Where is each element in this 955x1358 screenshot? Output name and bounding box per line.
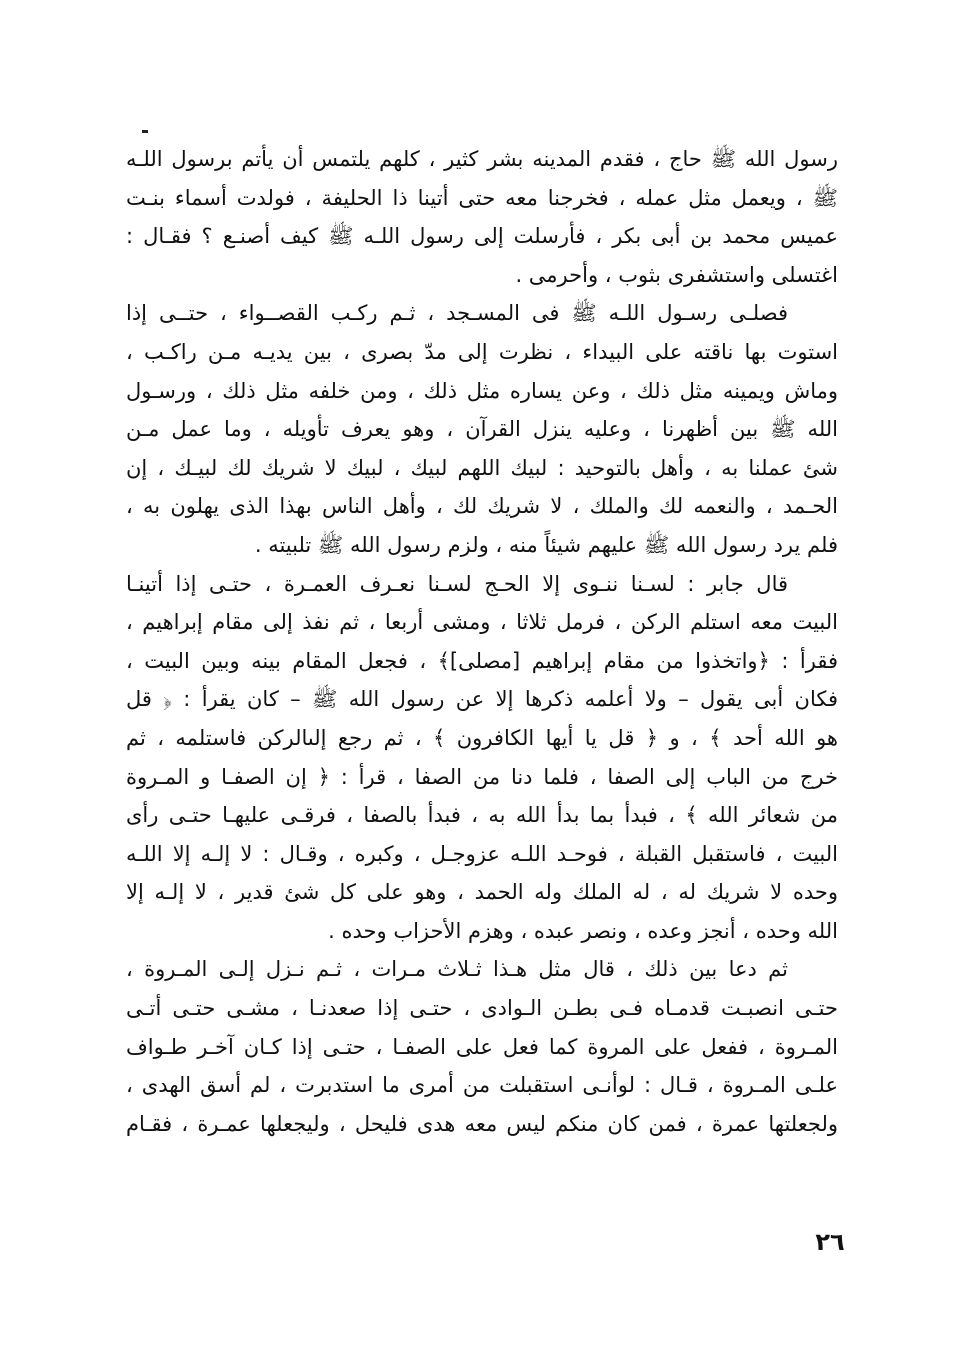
text-line: فلم يرد رسول الله ﷺ عليهم شيئاً منه ، ولزم رسول الله ﷺ تلبيته . [254, 532, 838, 557]
text-line: قال جابر : لسـنا ننـوى إلا الحـج لسـنا نعـرف العمـرة ، حتـى إذا أتينـا [126, 571, 788, 596]
text-line: ثم دعا بين ذلك ، قال مثل هـذا ثـلاث مـرات ، ثـم نـزل إلـى المـروة ، [126, 957, 788, 982]
text-line: شئ عملنا به ، وأهل بالتوحيد : لبيك اللهم لبيك ، لبيك لا شريك لك لبيـك ، إن [126, 455, 838, 480]
page-number: ٢٦ [815, 1228, 845, 1256]
text-line: علـى المـروة ، قـال : لوأنـى استقبلت من أمرى ما استدبرت ، لم أسق الهدى ، [126, 1073, 838, 1098]
top-mark [142, 130, 148, 133]
text-line: استوت بها ناقته على البيداء ، نظرت إلى مدّ بصرى ، بين يديـه مـن راكـب ، [126, 339, 838, 364]
text-line: فقرأ : ﴿واتخذوا من مقام إبراهيم [مصلى]﴾ ، فجعل المقام بينه وبين البيت ، [126, 648, 838, 673]
text-line: اغتسلى واستشفرى بثوب ، وأحرمى . [515, 262, 838, 287]
text-line: الله وحده ، أنجز وعده ، ونصر عبده ، وهزم الأحزاب وحده . [328, 918, 838, 943]
text-line: فصلـى رسـول اللـه ﷺ فى المسـجد ، ثـم ركـب القصــواء ، حتــى إذا [126, 301, 788, 326]
text-line: ﷺ ، ويعمل مثل عمله ، فخرجنا معه حتى أتينا ذا الحليفة ، فولدت أسماء بنـت [126, 185, 838, 210]
text-line: فكان أبى يقول – ولا أعلمه ذكرها إلا عن رسول الله ﷺ – كان يقرأ : ﴿ قل [126, 687, 838, 712]
text-line: المـروة ، ففعل على المروة كما فعل على الصفـا ، حتـى إذا كـان آخـر طـواف [126, 1034, 838, 1059]
text-line: وماش ويمينه مثل ذلك ، وعن يساره مثل ذلك ، ومن خلفه مثل ذلك ، ورسـول [126, 378, 838, 403]
text-line: الحـمد ، والنعمه لك والملك ، لا شريك لك ، وأهل الناس بهذا الذى يهلون به ، [126, 494, 838, 519]
text-line: الله ﷺ بين أظهرنا ، وعليه ينزل القرآن ، وهو يعرف تأويله ، وما عمل مـن [126, 417, 838, 442]
text-line: البيت معه استلم الركن ، فرمل ثلاثا ، ومشى أربعا ، ثم نفذ إلى مقام إبراهيم ، [126, 610, 838, 635]
text-line: رسول الله ﷺ حاج ، فقدم المدينه بشر كثير ، كلهم يلتمس أن يأتم برسول اللـه [126, 147, 838, 171]
text-line: البيت ، فاستقبل القبلة ، فوحـد اللـه عزوجـل ، وكبره ، وقـال : لا إلـه إلا اللـه [126, 841, 838, 866]
text-line: حتـى انصبـت قدمـاه فـى بطـن الـوادى ، حتـى إذا صعدنـا ، مشـى حتـى أتـى [126, 996, 838, 1021]
text-line: عميس محمد بن أبى بكر ، فأرسلت إلى رسول اللـه ﷺ كيف أصنـع ؟ فقـال : [126, 224, 838, 249]
text-line: هو الله أحد ﴾ ، و ﴿ قل يا أيها الكافرون ﴾ ، ثم رجع إلىالركن فاستلمه ، ثم [126, 725, 838, 750]
body-text [126, 140, 838, 1143]
text-line: من شعائر الله ﴾ ، فبدأ بما بدأ الله به ، فبدأ بالصفا ، فرقـى عليهـا حتـى رأى [126, 803, 838, 828]
text-line: وحده لا شريك له ، له الملك وله الحمد ، وهو على كل شئ قدير ، لا إلـه إلا [126, 880, 838, 905]
text-line: خرج من الباب إلى الصفا ، فلما دنا من الصفا ، قرأ : ﴿ إن الصفـا و المـروة [126, 764, 838, 789]
text-line: ولجعلتها عمرة ، فمن كان منكم ليس معه هدى فليحل ، وليجعلها عمـرة ، فقـام [126, 1111, 838, 1136]
